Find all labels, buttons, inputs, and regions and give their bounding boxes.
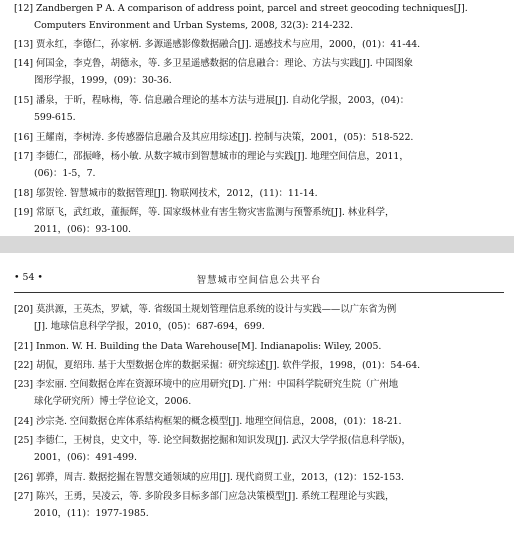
reference-25-line-1: [25] 李德仁，王树良，史文中，等. 论空间数据挖掘和知识发现[J]. 武汉大学学报(信息科学版)， — [14, 435, 411, 446]
reference-26-line-1: [26] 郭骅，周吉. 数据挖掘在智慧交通领域的应用[J]. 现代商贸工业，2013，(12)：152-153. — [14, 472, 404, 483]
reference-21-line-1: [21] Inmon. W. H. Building the Data Warehouse[M]. Indianapolis: Wiley, 2005. — [14, 341, 382, 352]
reference-15 — [14, 92, 504, 126]
reference-15-line-2: 599-615. — [34, 112, 76, 123]
reference-12-line-2: Computers Environment and Urban Systems, 2008, 32(3): 214-232. — [34, 20, 354, 31]
reference-27-line-1: [27] 陈兴，王勇，吴凌云，等. 多阶段多目标多部门应急决策模型[J]. 系统工程理论与实践， — [14, 491, 395, 502]
reference-27-line-2: 2010，(11)：1977-1985. — [34, 508, 149, 519]
reference-17 — [14, 148, 504, 182]
reference-12 — [14, 0, 504, 34]
reference-22-line-1: [22] 胡侃，夏绍玮. 基于大型数据仓库的数据采掘：研究综述[J]. 软件学报，1998，(01)：54-64. — [14, 360, 421, 371]
reference-18-line-1: [18] 邬贺铨. 智慧城市的数据管理[J]. 物联网技术，2012，(11)：11-14. — [14, 188, 318, 199]
page-number: • 54 • — [14, 272, 43, 283]
reference-26 — [14, 469, 504, 486]
reference-24-line-1: [24] 沙宗尧. 空间数据仓库体系结构框架的概念模型[J]. 地理空间信息，2008，(01)：18-21. — [14, 416, 402, 427]
reference-15-line-1: [15] 潘泉，于昕，程咏梅，等. 信息融合理论的基本方法与进展[J]. 自动化学报，2003，(04)： — [14, 95, 410, 106]
reference-13-line-1: [13] 贾永红，李德仁，孙家柄. 多源遥感影像数据融合[J]. 遥感技术与应用，2000，(01)：41-44. — [14, 39, 421, 50]
reference-20 — [14, 301, 504, 335]
reference-24 — [14, 413, 504, 430]
header-rule — [14, 292, 504, 293]
reference-22 — [14, 357, 504, 374]
reference-23-line-1: [23] 李宏丽. 空间数据仓库在资源环境中的应用研究[D]. 广州：中国科学院研究生院（广州地 — [14, 379, 399, 390]
reference-17-line-1: [17] 李德仁，邵振峰，杨小敏. 从数字城市到智慧城市的理论与实践[J]. 地理空间信息，2011， — [14, 151, 409, 162]
reference-19-line-1: [19] 常原飞，武红敢，董振辉，等. 国家级林业有害生物灾害监测与预警系统[J]. 林业科学， — [14, 207, 395, 218]
reference-27 — [14, 488, 504, 522]
reference-18 — [14, 185, 504, 202]
reference-25-line-2: 2001，(06)：491-499. — [34, 452, 137, 463]
reference-13 — [14, 36, 504, 53]
reference-25 — [14, 432, 504, 466]
reference-14 — [14, 55, 504, 89]
page-gap — [0, 236, 514, 253]
reference-19-line-2: 2011，(06)：93-100. — [34, 224, 131, 235]
reference-14-line-1: [14] 何国金，李克鲁，胡德永，等. 多卫星遥感数据的信息融合：理论、方法与实践[J]. 中国图象 — [14, 58, 413, 69]
reference-16-line-1: [16] 王耀南，李树涛. 多传感器信息融合及其应用综述[J]. 控制与决策，2001，(05)：518-522. — [14, 132, 414, 143]
reference-17-line-2: (06)：1-5，7. — [34, 168, 96, 179]
reference-14-line-2: 图形学报，1999，(09)：30-36. — [34, 75, 172, 86]
reference-12-line-1: [12] Zandbergen P A. A comparison of address point, parcel and street geocoding techniques[J]. — [14, 3, 468, 14]
reference-19 — [14, 204, 504, 238]
reference-23 — [14, 376, 504, 410]
reference-20-line-1: [20] 莫洪源，王英杰，罗斌，等. 省级国土规划管理信息系统的设计与实践——以广东省为例 — [14, 304, 397, 315]
reference-21 — [14, 338, 504, 355]
page-header — [14, 272, 504, 290]
reference-16 — [14, 129, 504, 146]
reference-23-line-2: 球化学研究所）博士学位论文，2006. — [34, 396, 192, 407]
running-title: 智慧城市空间信息公共平台 — [196, 275, 322, 286]
reference-20-line-2: [J]. 地球信息科学学报，2010，(05)：687-694，699. — [34, 321, 265, 332]
